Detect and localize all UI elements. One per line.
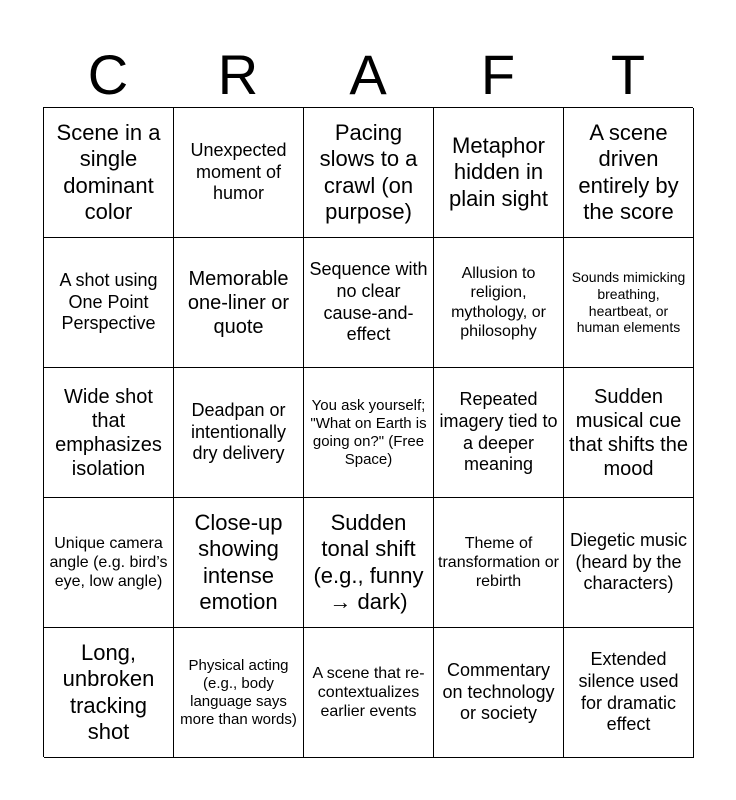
bingo-cell[interactable]: Wide shot that emphasizes isolation <box>44 368 174 498</box>
bingo-cell[interactable]: Unique camera angle (e.g. bird’s eye, low angle) <box>44 498 174 628</box>
bingo-cell[interactable]: Theme of transformation or rebirth <box>434 498 564 628</box>
bingo-cell[interactable]: Sudden tonal shift (e.g., funny → dark) <box>304 498 434 628</box>
bingo-cell[interactable]: Sequence with no clear cause-and-effect <box>304 238 434 368</box>
header-letter-c: C <box>87 43 129 106</box>
bingo-cell[interactable]: Extended silence used for dramatic effect <box>564 628 694 758</box>
header-letter-a: A <box>349 43 387 106</box>
bingo-cell[interactable]: Diegetic music (heard by the characters) <box>564 498 694 628</box>
bingo-cell[interactable]: Commentary on technology or society <box>434 628 564 758</box>
bingo-cell[interactable]: Sudden musical cue that shifts the mood <box>564 368 694 498</box>
bingo-cell[interactable]: Allusion to religion, mythology, or philosophy <box>434 238 564 368</box>
bingo-cell[interactable]: Repeated imagery tied to a deeper meaning <box>434 368 564 498</box>
header-letter-r: R <box>217 43 259 106</box>
bingo-cell[interactable]: Metaphor hidden in plain sight <box>434 108 564 238</box>
bingo-grid <box>43 107 693 757</box>
header-letter-t: T <box>610 43 646 106</box>
bingo-cell[interactable]: A scene driven entirely by the score <box>564 108 694 238</box>
header-letter-f: F <box>480 43 516 106</box>
bingo-cell[interactable]: Long, unbroken tracking shot <box>44 628 174 758</box>
bingo-header <box>43 44 693 106</box>
bingo-cell[interactable]: Unexpected moment of humor <box>174 108 304 238</box>
bingo-cell[interactable]: Pacing slows to a crawl (on purpose) <box>304 108 434 238</box>
bingo-cell[interactable]: Memorable one-liner or quote <box>174 238 304 368</box>
bingo-cell[interactable]: Close-up showing intense emotion <box>174 498 304 628</box>
bingo-cell[interactable]: Scene in a single dominant color <box>44 108 174 238</box>
bingo-cell[interactable]: Sounds mimicking breathing, heartbeat, or human elements <box>564 238 694 368</box>
bingo-cell[interactable]: A shot using One Point Perspective <box>44 238 174 368</box>
bingo-cell[interactable]: Deadpan or intentionally dry delivery <box>174 368 304 498</box>
bingo-cell free-space[interactable]: You ask yourself; "What on Earth is going on?" (Free Space) <box>304 368 434 498</box>
bingo-cell[interactable]: A scene that re-contextualizes earlier events <box>304 628 434 758</box>
bingo-cell[interactable]: Physical acting (e.g., body language says more than words) <box>174 628 304 758</box>
